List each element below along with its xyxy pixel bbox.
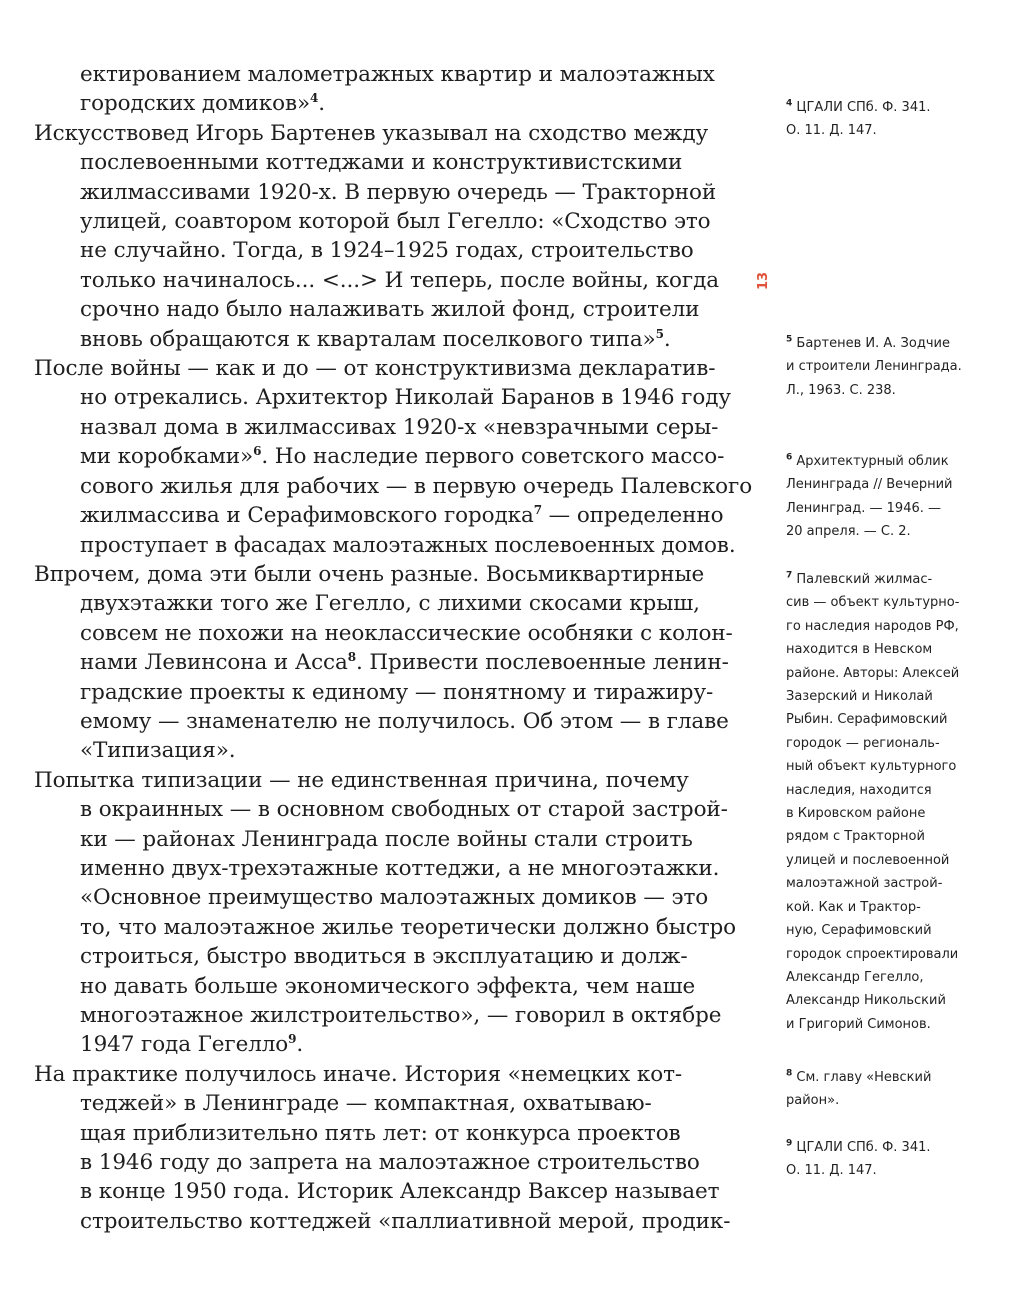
text-line: ми коробками»$^6$. Но наследие первого советского массо-	[80, 444, 725, 470]
text-line: послевоенными коттеджами и конструктивистскими	[80, 150, 683, 176]
text-line: вновь обращаются к кварталам поселкового типа»$^5$.	[80, 326, 671, 352]
text-line: емому — знаменателю не получилось. Об этом — в главе	[80, 708, 729, 734]
footnote-ref[interactable]: 9	[288, 1032, 297, 1047]
sidenote: $^8$ См. главу «Невский район».	[786, 1068, 932, 1109]
sidenote: $^6$ Архитектурный облик Ленинграда // Вечерний Ленинград. — 1946. — 20 апреля. — С. 2.	[786, 452, 953, 540]
text-line: только начиналось... <...> И теперь, после войны, когда	[80, 267, 719, 293]
text-line: не случайно. Тогда, в 1924–1925 годах, строительство	[80, 238, 694, 264]
text-line: теджей» в Ленинграде — компактная, охватываю-	[80, 1091, 652, 1117]
main-text	[34, 60, 754, 1236]
text-line: совсем не похожи на неоклассические особняки с колон-	[80, 620, 733, 646]
sidenote-number: 9	[786, 1138, 793, 1149]
paragraph	[34, 766, 754, 1060]
text-line: назвал дома в жилмассивах 1920-х «невзрачными серы-	[80, 414, 719, 440]
paragraph	[34, 354, 754, 560]
text-line: многоэтажное жилстроительство», — говорил в октябре	[80, 1003, 722, 1028]
text-line: На практике получилось иначе. История «немецких кот-	[34, 1061, 683, 1087]
text-line: то, что малоэтажное жилье теоретически должно быстро	[80, 914, 737, 940]
text-line: Искусствовед Игорь Бартенев указывал на сходство между	[34, 120, 709, 146]
text-line: сового жилья для рабочих — в первую очередь Палевского	[80, 473, 753, 499]
text-line: «Основное преимущество малоэтажных домиков — это	[80, 885, 709, 911]
text-line: но отрекались. Архитектор Николай Баранов в 1946 году	[80, 385, 731, 411]
text-line: ектированием малометражных квартир и малоэтажных	[80, 62, 715, 87]
text-line: в окраинных — в основном свободных от старой застрой-	[80, 797, 728, 823]
text-line: срочно надо было налаживать жилой фонд, строители	[80, 297, 700, 323]
text-line: нами Левинсона и Асса$^8$. Привести послевоенные ленин-	[80, 649, 729, 676]
sidenote-number: 5	[786, 334, 793, 345]
footnote-ref[interactable]: 7	[533, 502, 542, 517]
text-line: именно двух-трехэтажные коттеджи, а не многоэтажки.	[80, 855, 720, 881]
sidenote-number: 4	[786, 98, 793, 109]
footnote-ref[interactable]: 8	[347, 649, 356, 664]
footnote-ref[interactable]: 6	[253, 444, 262, 459]
text-line: городских домиков»$^4$.	[80, 91, 325, 117]
text-line: строиться, быстро вводиться в эксплуатацию и долж-	[80, 944, 688, 970]
sidenote-number: 8	[786, 1068, 793, 1079]
sidenote: $^9$ ЦГАЛИ СПб. Ф. 341. О. 11. Д. 147.	[786, 1138, 931, 1179]
text-line: градские проекты к единому — понятному и тиражиру-	[80, 679, 714, 705]
text-line: жилмассивами 1920-х. В первую очередь — Тракторной	[80, 179, 717, 205]
paragraph	[34, 60, 754, 119]
text-line: 1947 года Гегелло$^9$.	[80, 1032, 304, 1058]
paragraph	[34, 560, 754, 766]
text-line: но давать больше экономического эффекта, чем наше	[80, 973, 696, 999]
sidenote: $^7$ Палевский жилмас- сив — объект культурно- го наследия народов РФ, находится в Невском районе. Авторы: Алексей Зазерский и Николай Рыбин. Серафимовский городок — региональ- ный объект культурного наследия, находится в Кировском районе рядом с Тракторной улицей и послевоенной малоэтажной застрой- кой. Как и Трактор- ную, Серафимовский городок спроектировали Александр Гегелло, Александр Никольский и Григорий Симонов.	[786, 570, 960, 1032]
text-line: в 1946 году до запрета на малоэтажное строительство	[80, 1150, 700, 1176]
paragraph	[34, 119, 754, 354]
text-line: Впрочем, дома эти были очень разные. Восьмиквартирные	[34, 561, 705, 587]
text-line: улицей, соавтором которой был Гегелло: «Сходство это	[80, 209, 711, 235]
page-number: 13	[756, 271, 771, 291]
text-line: ки — районах Ленинграда после войны стали строить	[80, 826, 693, 852]
text-line: Попытка типизации — не единственная причина, почему	[34, 767, 689, 793]
footnote-ref[interactable]: 4	[310, 91, 319, 106]
text-line: жилмассива и Серафимовского городка$^7$ — определенно	[80, 502, 724, 529]
text-line: в конце 1950 года. Историк Александр Ваксер называет	[80, 1179, 720, 1205]
sidenote: $^4$ ЦГАЛИ СПб. Ф. 341. О. 11. Д. 147.	[786, 98, 931, 139]
text-line: строительство коттеджей «паллиативной мерой, продик-	[80, 1208, 731, 1234]
text-line: щая приблизительно пять лет: от конкурса проектов	[80, 1120, 681, 1146]
text-line: проступает в фасадах малоэтажных послевоенных домов.	[80, 532, 736, 558]
paragraph	[34, 1060, 754, 1236]
text-line: «Типизация».	[80, 738, 236, 764]
footnote-ref[interactable]: 5	[655, 326, 664, 341]
text-line: двухэтажки того же Гегелло, с лихими скосами крыш,	[80, 591, 700, 617]
sidenote-number: 6	[786, 452, 793, 463]
sidenote: $^5$ Бартенев И. А. Зодчие и строители Ленинграда. Л., 1963. С. 238.	[786, 334, 962, 398]
text-line: После войны — как и до — от конструктивизма декларатив-	[34, 356, 716, 382]
sidenote-number: 7	[786, 570, 793, 581]
